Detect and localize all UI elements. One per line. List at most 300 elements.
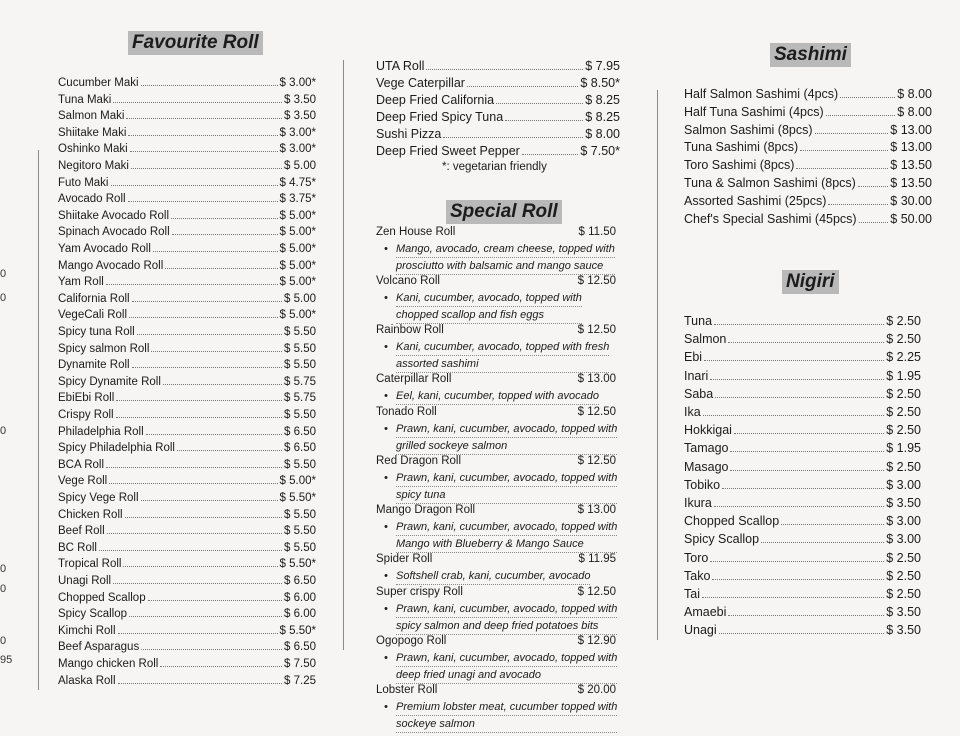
- sashimi-item-price: $ 13.00: [890, 140, 932, 155]
- special-roll-price: $ 11.50: [578, 226, 616, 238]
- divider-left: [38, 150, 39, 690]
- favourite-roll-item-name: Spicy Philadelphia Roll: [58, 442, 175, 455]
- favourite-roll-title: Favourite Roll: [128, 31, 263, 55]
- nigiri-item-name: Inari: [684, 368, 709, 383]
- nigiri-item-price: $ 1.95: [886, 441, 921, 456]
- nigiri-item-price: $ 3.50: [886, 623, 921, 638]
- dotted-leader: [800, 149, 888, 151]
- dotted-leader: [165, 267, 277, 269]
- sashimi-item: [684, 176, 932, 190]
- nigiri-item-price: $ 2.50: [886, 314, 921, 328]
- favourite-roll-item: [58, 376, 316, 388]
- roll-item-price: $ 8.50*: [580, 76, 620, 90]
- dotted-leader: [151, 350, 282, 352]
- nigiri-item: [684, 332, 921, 346]
- favourite-roll-item-name: Chicken Roll: [58, 508, 123, 521]
- roll-item: [376, 144, 620, 158]
- dotted-leader: [141, 499, 278, 501]
- nigiri-item: [684, 514, 921, 528]
- nigiri-item: [684, 405, 921, 419]
- favourite-roll-item: [58, 509, 316, 521]
- description-line: Prawn, kani, cucumber, avocado, topped with: [396, 470, 617, 487]
- favourite-roll-item-price: $ 5.50: [284, 359, 316, 372]
- special-roll-name: Zen House Roll: [376, 226, 456, 238]
- favourite-roll-item: [58, 309, 316, 321]
- nigiri-item-name: Toro: [684, 550, 709, 565]
- nigiri-item-name: Saba: [684, 386, 714, 401]
- dotted-leader: [859, 221, 889, 223]
- dotted-leader: [714, 323, 884, 325]
- favourite-roll-item: [58, 625, 316, 637]
- description-line: Kani, cucumber, avocado, topped with: [396, 290, 582, 307]
- roll-item: [376, 93, 620, 107]
- favourite-roll-item-price: $ 6.50: [284, 575, 316, 587]
- special-roll-name: Volcano Roll: [376, 275, 440, 287]
- special-roll-description: [376, 241, 626, 273]
- dotted-leader: [761, 541, 884, 543]
- dotted-leader: [118, 682, 282, 684]
- favourite-roll-item: [58, 542, 316, 554]
- nigiri-item-name: Hokkigai: [684, 423, 732, 438]
- favourite-roll-item-name: Spicy Scallop: [58, 608, 128, 621]
- favourite-roll-item: [58, 326, 316, 338]
- dotted-leader: [118, 632, 278, 634]
- special-roll-item: [376, 586, 616, 598]
- dotted-leader: [728, 341, 884, 343]
- favourite-roll-item: [58, 359, 316, 371]
- favourite-roll-item-price: $ 3.00*: [279, 77, 316, 89]
- favourite-roll-item-name: Futo Maki: [58, 176, 109, 189]
- roll-item-price: $ 8.25: [585, 93, 620, 107]
- favourite-roll-item-name: California Roll: [58, 292, 130, 305]
- dotted-leader: [728, 614, 884, 616]
- special-roll-description: [376, 421, 626, 453]
- special-roll-description: [376, 388, 626, 404]
- favourite-roll-item-price: $ 5.75: [284, 392, 316, 405]
- dotted-leader: [703, 414, 885, 416]
- dotted-leader: [113, 582, 282, 584]
- dotted-leader: [828, 203, 888, 205]
- sashimi-item-price: $ 13.00: [890, 122, 932, 137]
- favourite-roll-item-name: Yam Avocado Roll: [58, 243, 151, 255]
- sashimi-item-price: $ 50.00: [890, 211, 932, 226]
- dotted-leader: [715, 396, 884, 398]
- special-roll-item: [376, 684, 616, 696]
- favourite-roll-item: [58, 226, 316, 238]
- special-roll-name: Spider Roll: [376, 553, 433, 565]
- favourite-roll-item-name: Spicy salmon Roll: [58, 342, 150, 355]
- dotted-leader: [710, 378, 884, 380]
- favourite-roll-item: [58, 592, 316, 604]
- favourite-roll-item-name: Chopped Scallop: [58, 591, 146, 604]
- bullet-icon: •: [384, 652, 388, 664]
- dotted-leader: [722, 487, 884, 489]
- favourite-roll-item-price: $ 4.75*: [279, 176, 316, 189]
- dotted-leader: [116, 416, 282, 418]
- favourite-roll-item: [58, 409, 316, 421]
- favourite-roll-item: [58, 641, 316, 653]
- roll-item-price: $ 7.95: [585, 59, 620, 73]
- nigiri-item-name: Chopped Scallop: [684, 514, 780, 529]
- favourite-roll-item-name: Oshinko Maki: [58, 143, 128, 156]
- roll-item-price: $ 8.00: [585, 127, 620, 141]
- description-text: [396, 568, 590, 585]
- edge-fragment: 0: [0, 268, 7, 280]
- dotted-leader: [132, 366, 282, 368]
- nigiri-item-price: $ 2.50: [886, 550, 921, 565]
- special-roll-description: [376, 601, 626, 633]
- nigiri-item-name: Ebi: [684, 350, 703, 365]
- nigiri-item-price: $ 3.50: [886, 496, 921, 510]
- description-line: spicy tuna: [396, 487, 617, 504]
- description-text: [396, 650, 617, 684]
- sashimi-item: [684, 158, 932, 172]
- dotted-leader: [426, 68, 583, 70]
- nigiri-item-price: $ 3.00: [886, 532, 921, 547]
- sashimi-item-price: $ 13.50: [890, 158, 932, 173]
- sashimi-item-price: $ 8.00: [897, 87, 932, 101]
- favourite-roll-item: [58, 260, 316, 272]
- dotted-leader: [172, 233, 278, 235]
- nigiri-item-name: Tuna: [684, 314, 713, 328]
- roll-item: [376, 76, 620, 90]
- special-roll-name: Super crispy Roll: [376, 586, 463, 598]
- edge-fragment: 0: [0, 583, 7, 595]
- special-roll-description: [376, 470, 626, 502]
- sashimi-item-name: Chef's Special Sashimi (45pcs): [684, 211, 857, 226]
- description-text: [396, 519, 617, 553]
- description-text: [396, 290, 582, 324]
- special-roll-name: Mango Dragon Roll: [376, 504, 476, 516]
- nigiri-item: [684, 478, 921, 492]
- sashimi-item-name: Toro Sashimi (8pcs): [684, 158, 795, 173]
- favourite-roll-item-price: $ 3.00*: [279, 143, 316, 156]
- dotted-leader: [734, 432, 884, 434]
- nigiri-item: [684, 387, 921, 401]
- nigiri-item: [684, 460, 921, 474]
- favourite-roll-item-price: $ 5.00*: [279, 259, 316, 272]
- special-roll-description: [376, 519, 626, 551]
- favourite-roll-item-price: $ 5.00*: [279, 276, 316, 289]
- nigiri-item: [684, 423, 921, 437]
- middle-section: [376, 0, 624, 736]
- dotted-leader: [177, 449, 282, 451]
- favourite-roll-item-name: Unagi Roll: [58, 575, 112, 587]
- favourite-roll-item-price: $ 3.00*: [279, 126, 316, 139]
- favourite-roll-item: [58, 575, 316, 587]
- nigiri-item-name: Tai: [684, 587, 700, 601]
- description-line: chopped scallop and fish eggs: [396, 307, 582, 324]
- nigiri-item-name: Spicy Scallop: [684, 532, 760, 547]
- dotted-leader: [719, 632, 885, 634]
- divider-middle: [343, 60, 344, 650]
- special-roll-item: [376, 406, 616, 418]
- dotted-leader: [109, 482, 277, 484]
- sashimi-item: [684, 212, 932, 226]
- favourite-roll-item: [58, 675, 316, 687]
- nigiri-item-price: $ 1.95: [886, 368, 921, 383]
- description-text: [396, 339, 609, 373]
- roll-item: [376, 59, 620, 73]
- favourite-roll-item: [58, 143, 316, 155]
- special-roll-name: Caterpillar Roll: [376, 373, 452, 385]
- sashimi-item-name: Tuna Sashimi (8pcs): [684, 140, 799, 155]
- description-line: Prawn, kani, cucumber, avocado, topped with: [396, 421, 617, 438]
- special-roll-description: [376, 650, 626, 682]
- nigiri-item-price: $ 3.00: [886, 514, 921, 529]
- special-roll-item: [376, 324, 616, 336]
- favourite-roll-item-name: Spinach Avocado Roll: [58, 226, 170, 239]
- special-roll-title: Special Roll: [446, 200, 562, 224]
- divider-right: [657, 90, 658, 640]
- nigiri-item-name: Amaebi: [684, 605, 727, 620]
- nigiri-item-name: Ika: [684, 405, 701, 419]
- nigiri-item-name: Salmon: [684, 332, 727, 347]
- nigiri-item: [684, 623, 921, 637]
- special-roll-name: Ogopogo Roll: [376, 635, 447, 647]
- dotted-leader: [163, 383, 282, 385]
- favourite-roll-item: [58, 193, 316, 205]
- dotted-leader: [840, 96, 895, 98]
- favourite-roll-item-name: Spicy tuna Roll: [58, 326, 135, 338]
- sashimi-item: [684, 140, 932, 154]
- dotted-leader: [106, 283, 278, 285]
- dotted-leader: [796, 167, 888, 169]
- bullet-icon: •: [384, 521, 388, 533]
- dotted-leader: [443, 136, 583, 138]
- favourite-roll-item-name: Beef Roll: [58, 525, 105, 538]
- nigiri-item-price: $ 2.50: [886, 332, 921, 347]
- favourite-roll-item-price: $ 7.25: [284, 674, 316, 687]
- bullet-icon: •: [384, 603, 388, 615]
- roll-item-name: Sushi Pizza: [376, 127, 442, 141]
- description-line: Prawn, kani, cucumber, avocado, topped with: [396, 650, 617, 667]
- dotted-leader: [815, 132, 889, 134]
- favourite-roll-item: [58, 492, 316, 504]
- favourite-roll-item: [58, 442, 316, 454]
- description-line: Mango, avocado, cream cheese, topped with: [396, 241, 615, 258]
- dotted-leader: [137, 333, 282, 335]
- nigiri-item-price: $ 3.00: [886, 477, 921, 492]
- description-line: Premium lobster meat, cucumber topped with: [396, 699, 617, 716]
- description-line: grilled sockeye salmon: [396, 438, 617, 455]
- dotted-leader: [730, 450, 884, 452]
- favourite-roll-item-name: Spicy Dynamite Roll: [58, 375, 161, 388]
- favourite-roll-item: [58, 426, 316, 438]
- dotted-leader: [858, 185, 888, 187]
- favourite-roll-item-price: $ 5.50: [284, 326, 316, 338]
- special-roll-name: Red Dragon Roll: [376, 455, 462, 467]
- favourite-roll-item-price: $ 6.00: [284, 591, 316, 604]
- special-roll-name: Tonado Roll: [376, 406, 437, 418]
- dotted-leader: [505, 119, 583, 121]
- favourite-roll-item: [58, 160, 316, 172]
- favourite-roll-item-name: Salmon Maki: [58, 110, 125, 123]
- special-roll-item: [376, 553, 616, 565]
- favourite-roll-item-name: Dynamite Roll: [58, 359, 130, 372]
- dotted-leader: [126, 117, 282, 119]
- favourite-roll-item-name: Mango chicken Roll: [58, 658, 159, 670]
- dotted-leader: [781, 523, 884, 525]
- description-line: Prawn, kani, cucumber, avocado, topped with: [396, 601, 617, 618]
- special-roll-price: $ 11.95: [578, 553, 616, 565]
- nigiri-item-price: $ 2.50: [886, 587, 921, 601]
- dotted-leader: [496, 102, 583, 104]
- favourite-roll-item-price: $ 5.50: [284, 525, 316, 538]
- nigiri-item-price: $ 2.50: [886, 405, 921, 419]
- special-roll-description: [376, 699, 626, 731]
- dotted-leader: [160, 665, 282, 667]
- favourite-roll-item-name: Cucumber Maki: [58, 77, 139, 89]
- special-roll-price: $ 12.50: [577, 586, 616, 598]
- nigiri-item: [684, 587, 921, 601]
- favourite-roll-item-price: $ 5.00*: [279, 475, 316, 488]
- favourite-roll-item-name: BCA Roll: [58, 458, 105, 471]
- favourite-roll-item-price: $ 7.50: [284, 658, 316, 670]
- favourite-roll-item: [58, 293, 316, 305]
- favourite-roll-item: [58, 343, 316, 355]
- favourite-roll-item: [58, 459, 316, 471]
- nigiri-item-price: $ 2.25: [886, 350, 921, 365]
- nigiri-section: [684, 260, 924, 660]
- special-roll-item: [376, 373, 616, 385]
- dotted-leader: [99, 549, 282, 551]
- favourite-roll-item-name: Kimchi Roll: [58, 624, 116, 637]
- dotted-leader: [116, 399, 282, 401]
- favourite-roll-item-price: $ 5.50*: [279, 624, 316, 637]
- special-roll-item: [376, 275, 616, 287]
- description-text: [396, 421, 617, 455]
- sashimi-item-price: $ 13.50: [890, 176, 932, 190]
- nigiri-item-price: $ 3.50: [886, 605, 921, 620]
- dotted-leader: [148, 599, 282, 601]
- nigiri-item-name: Unagi: [684, 623, 717, 638]
- nigiri-item: [684, 605, 921, 619]
- dotted-leader: [153, 250, 278, 252]
- nigiri-item-price: $ 2.50: [886, 423, 921, 438]
- favourite-roll-item-price: $ 5.50: [284, 409, 316, 421]
- nigiri-item-price: $ 2.50: [886, 459, 921, 474]
- special-roll-item: [376, 504, 616, 516]
- description-line: Kani, cucumber, avocado, topped with fresh: [396, 339, 609, 356]
- favourite-roll-item-name: BC Roll: [58, 541, 97, 554]
- sashimi-item: [684, 87, 932, 101]
- favourite-roll-item-price: $ 5.50: [284, 342, 316, 355]
- favourite-roll-item-name: EbiEbi Roll: [58, 392, 115, 405]
- dotted-leader: [130, 150, 278, 152]
- special-roll-price: $ 12.50: [577, 324, 616, 336]
- edge-fragment: 0: [0, 563, 7, 575]
- nigiri-item: [684, 369, 921, 383]
- roll-item-price: $ 7.50*: [580, 144, 620, 158]
- dotted-leader: [714, 505, 884, 507]
- special-roll-item: [376, 226, 616, 238]
- description-line: deep fried unagi and avocado: [396, 667, 617, 684]
- sashimi-item-name: Assorted Sashimi (25pcs): [684, 193, 827, 208]
- description-line: Prawn, kani, cucumber, avocado, topped with: [396, 519, 617, 536]
- nigiri-title: Nigiri: [782, 270, 839, 294]
- dotted-leader: [128, 200, 278, 202]
- favourite-roll-item: [58, 110, 316, 122]
- favourite-roll-item-price: $ 5.50: [284, 508, 316, 521]
- sashimi-item-name: Salmon Sashimi (8pcs): [684, 122, 813, 137]
- sashimi-item-name: Tuna & Salmon Sashimi (8pcs): [684, 176, 856, 190]
- special-roll-price: $ 12.90: [577, 635, 616, 647]
- favourite-roll-item-name: Mango Avocado Roll: [58, 259, 164, 272]
- favourite-roll-item-price: $ 5.50*: [279, 492, 316, 504]
- favourite-roll-item-price: $ 5.50*: [279, 558, 316, 571]
- favourite-roll-item-price: $ 6.50: [284, 641, 316, 654]
- favourite-roll-item-name: VegeCali Roll: [58, 309, 128, 322]
- nigiri-item-name: Tobiko: [684, 477, 721, 492]
- description-text: [396, 601, 617, 635]
- favourite-roll-item: [58, 392, 316, 404]
- sashimi-item: [684, 194, 932, 208]
- sashimi-item-price: $ 8.00: [897, 104, 932, 119]
- favourite-roll-item-price: $ 3.50: [284, 93, 316, 106]
- favourite-roll-item-name: Spicy Vege Roll: [58, 492, 139, 504]
- favourite-roll-item: [58, 276, 316, 288]
- special-roll-price: $ 13.00: [577, 373, 616, 385]
- special-roll-price: $ 20.00: [577, 684, 616, 696]
- nigiri-item: [684, 314, 921, 328]
- favourite-roll-item: [58, 525, 316, 537]
- special-roll-name: Rainbow Roll: [376, 324, 444, 336]
- roll-item-name: UTA Roll: [376, 59, 425, 73]
- special-roll-description: [376, 339, 626, 371]
- description-line: assorted sashimi: [396, 356, 609, 373]
- favourite-roll-item-price: $ 6.50: [284, 442, 316, 455]
- nigiri-item-name: Ikura: [684, 496, 712, 510]
- bullet-icon: •: [384, 701, 388, 713]
- description-line: Eel, kani, cucumber, topped with avocado: [396, 388, 599, 405]
- favourite-roll-item: [58, 658, 316, 670]
- favourite-roll-item-name: Shiitake Avocado Roll: [58, 209, 170, 222]
- roll-item-name: Deep Fried Sweet Pepper: [376, 144, 520, 158]
- dotted-leader: [107, 532, 282, 534]
- sashimi-item-price: $ 30.00: [890, 193, 932, 208]
- nigiri-item-price: $ 2.50: [886, 568, 921, 583]
- favourite-roll-item: [58, 77, 316, 89]
- special-roll-item: [376, 635, 616, 647]
- nigiri-item-name: Masago: [684, 459, 729, 474]
- roll-item-name: Deep Fried Spicy Tuna: [376, 110, 504, 124]
- dotted-leader: [712, 578, 884, 580]
- nigiri-item: [684, 496, 921, 510]
- special-roll-item: [376, 455, 616, 467]
- special-roll-price: $ 12.50: [577, 406, 616, 418]
- description-text: [396, 388, 599, 405]
- dotted-leader: [171, 217, 278, 219]
- dotted-leader: [129, 615, 282, 617]
- description-line: spicy salmon and deep fried potatoes bits: [396, 618, 617, 635]
- description-text: [396, 241, 615, 275]
- bullet-icon: •: [384, 423, 388, 435]
- favourite-roll-item-name: Negitoro Maki: [58, 160, 129, 172]
- dotted-leader: [730, 469, 884, 471]
- favourite-roll-item-price: $ 5.50: [284, 458, 316, 471]
- bullet-icon: •: [384, 390, 388, 402]
- favourite-roll-item: [58, 210, 316, 222]
- sashimi-item: [684, 123, 932, 137]
- dotted-leader: [141, 84, 278, 86]
- sashimi-item: [684, 105, 932, 119]
- favourite-roll-item-price: $ 5.00*: [279, 243, 316, 255]
- roll-item: [376, 127, 620, 141]
- favourite-roll-item-name: Beef Asparagus: [58, 641, 140, 654]
- special-roll-price: $ 12.50: [577, 275, 616, 287]
- dotted-leader: [123, 565, 277, 567]
